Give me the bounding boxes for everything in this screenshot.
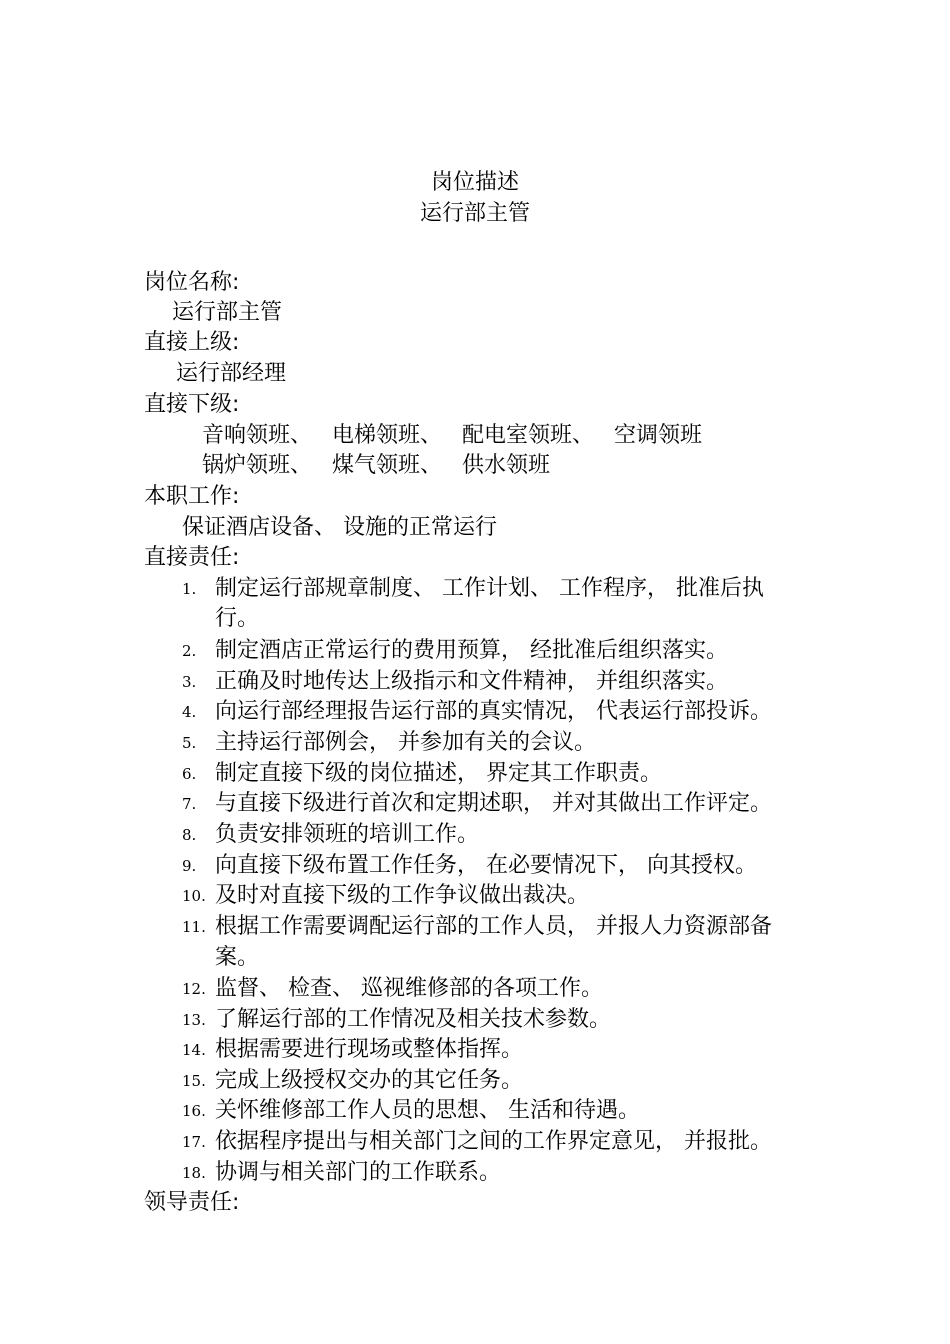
- subordinate-item: 锅炉领班、: [202, 453, 313, 478]
- item-number: 9.: [182, 857, 197, 875]
- subordinates-line-2: [202, 451, 550, 481]
- item-number: 12.: [182, 980, 206, 998]
- item-number: 17.: [182, 1133, 206, 1151]
- superior-label: 直接上级:: [144, 330, 240, 355]
- subordinate-item: 配电室领班、: [462, 423, 595, 448]
- item-number: 6.: [182, 765, 197, 783]
- item-number: 3.: [182, 673, 197, 691]
- item-text: 完成上级授权交办的其它任务。: [215, 1068, 524, 1093]
- item-number: 1.: [182, 580, 197, 598]
- item-number: 2.: [182, 642, 197, 660]
- item-text: 协调与相关部门的工作联系。: [215, 1160, 502, 1185]
- item-text: 制定直接下级的岗位描述， 界定其工作职责。: [215, 761, 662, 786]
- item-number: 10.: [182, 887, 206, 905]
- item-text-continuation: 行。: [215, 606, 260, 631]
- item-text: 根据需要进行现场或整体指挥。: [215, 1037, 524, 1062]
- item-text: 主持运行部例会， 并参加有关的会议。: [215, 730, 596, 755]
- item-text: 依据程序提出与相关部门之间的工作界定意见， 并报批。: [215, 1129, 772, 1154]
- subordinate-item: 电梯领班、: [332, 423, 443, 448]
- item-text: 制定运行部规章制度、 工作计划、 工作程序， 批准后执: [215, 576, 764, 601]
- item-number: 14.: [182, 1041, 206, 1059]
- item-number: 8.: [182, 826, 197, 844]
- subordinate-item: 空调领班: [614, 423, 703, 448]
- item-text-continuation: 案。: [215, 945, 260, 970]
- position-label: 岗位名称:: [144, 270, 240, 295]
- item-text: 关怀维修部工作人员的思想、 生活和待遇。: [215, 1098, 640, 1123]
- item-number: 18.: [182, 1164, 206, 1182]
- item-text: 了解运行部的工作情况及相关技术参数。: [215, 1007, 612, 1032]
- item-text: 监督、 检查、 巡视维修部的各项工作。: [215, 976, 603, 1001]
- responsibilities-label: 直接责任:: [144, 545, 240, 570]
- document-subtitle: 运行部主管: [419, 201, 530, 226]
- item-text: 与直接下级进行首次和定期述职， 并对其做出工作评定。: [215, 791, 772, 816]
- subordinate-item: 音响领班、: [202, 423, 313, 448]
- item-text: 根据工作需要调配运行部的工作人员， 并报人力资源部备: [215, 914, 772, 939]
- subordinate-item: 煤气领班、: [332, 453, 443, 478]
- item-number: 11.: [182, 918, 206, 936]
- duty-value: 保证酒店设备、 设施的正常运行: [182, 515, 497, 540]
- item-text: 向直接下级布置工作任务， 在必要情况下， 向其授权。: [215, 853, 757, 878]
- item-number: 7.: [182, 795, 197, 813]
- item-text: 向运行部经理报告运行部的真实情况， 代表运行部投诉。: [215, 699, 772, 724]
- item-number: 16.: [182, 1102, 206, 1120]
- subordinates-label: 直接下级:: [144, 392, 240, 417]
- item-number: 5.: [182, 734, 197, 752]
- leadership-label: 领导责任:: [144, 1190, 240, 1215]
- item-number: 13.: [182, 1011, 206, 1029]
- item-text: 及时对直接下级的工作争议做出裁决。: [215, 883, 590, 908]
- item-text: 负责安排领班的培训工作。: [215, 822, 480, 847]
- position-value: 运行部主管: [172, 300, 283, 325]
- duty-label: 本职工作:: [144, 484, 240, 509]
- document-title: 岗位描述: [430, 170, 519, 195]
- superior-value: 运行部经理: [176, 361, 287, 386]
- item-text: 正确及时地传达上级指示和文件精神， 并组织落实。: [215, 669, 728, 694]
- subordinates-line-1: [202, 421, 702, 451]
- item-number: 4.: [182, 703, 197, 721]
- item-number: 15.: [182, 1072, 206, 1090]
- item-text: 制定酒店正常运行的费用预算， 经批准后组织落实。: [215, 638, 728, 663]
- subordinate-item: 供水领班: [462, 453, 551, 478]
